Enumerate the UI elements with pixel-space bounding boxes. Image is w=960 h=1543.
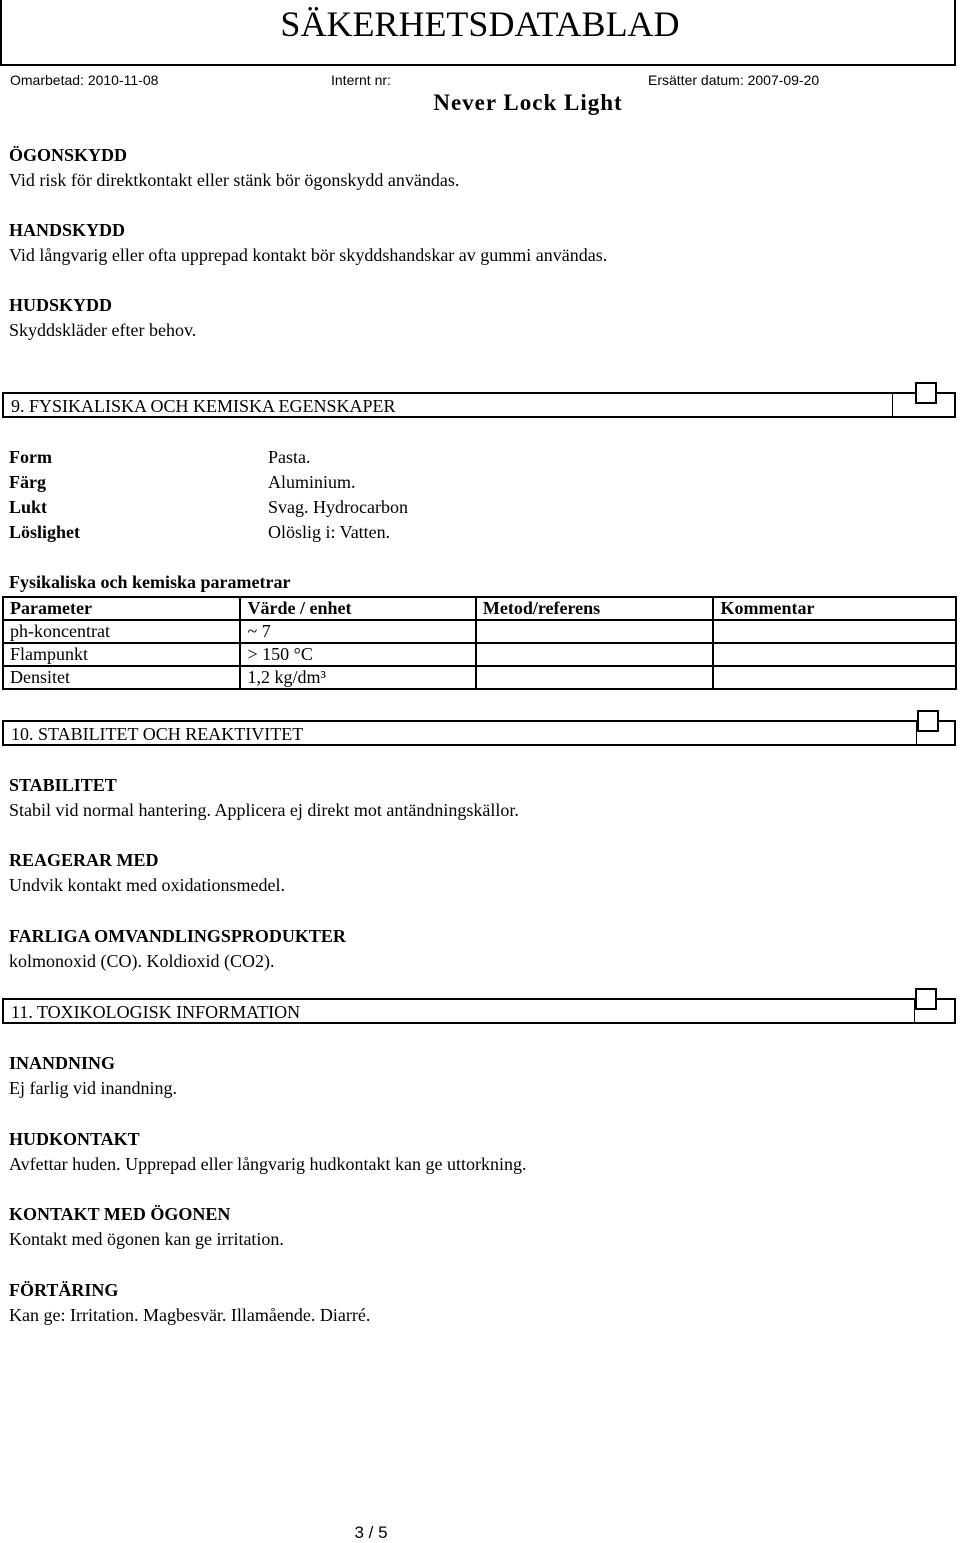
section-10-checkbox-cell [916,722,955,744]
inhalation-text: Ej farlig vid inandning. [9,1078,177,1098]
table-header-cell: Parameter [3,597,240,620]
eye-contact-heading: KONTAKT MED ÖGONEN [9,1204,231,1224]
checkbox-icon [917,710,939,732]
eye-protection-text: Vid risk för direktkontakt eller stänk bör ögonskydd användas. [9,170,460,190]
reacts-with-heading: REAGERAR MED [9,850,159,870]
skin-contact-text: Avfettar huden. Upprepad eller långvarig hudkontakt kan ge uttorkning. [9,1154,527,1174]
hand-protection-heading: HANDSKYDD [9,220,126,240]
inhalation-heading: INANDNING [9,1053,116,1073]
parameters-table [2,596,957,690]
ingestion-heading: FÖRTÄRING [9,1280,119,1300]
eye-protection-heading: ÖGONSKYDD [9,145,128,165]
section-9-header [2,392,956,418]
table-cell [713,620,956,643]
skin-protection-heading: HUDSKYDD [9,295,113,315]
section-11-title: 11. TOXIKOLOGISK INFORMATION [11,1002,301,1022]
table-cell [476,643,714,666]
revised-date: Omarbetad: 2010-11-08 [10,72,159,88]
checkbox-icon [915,988,937,1010]
table-row [3,666,956,689]
section-9-title: 9. FYSIKALISKA OCH KEMISKA EGENSKAPER [11,396,396,416]
prop-label-form: Form [9,447,52,467]
table-cell: 1,2 kg/dm³ [240,666,475,689]
prop-label-solubility: Löslighet [9,522,81,542]
reacts-with-text: Undvik kontakt med oxidationsmedel. [9,875,285,895]
ingestion-text: Kan ge: Irritation. Magbesvär. Illamående. Diarré. [9,1305,371,1325]
page-number: 3 / 5 [354,1523,388,1542]
internal-number: Internt nr: [331,72,391,88]
table-cell: Densitet [3,666,240,689]
prop-label-color: Färg [9,472,46,492]
section-11-header [2,998,956,1024]
table-cell: ~ 7 [240,620,475,643]
prop-label-odor: Lukt [9,497,48,517]
eye-contact-text: Kontakt med ögonen kan ge irritation. [9,1229,284,1249]
document-title: SÄKERHETSDATABLAD [280,4,680,44]
table-header-cell: Värde / enhet [240,597,475,620]
table-row [3,620,956,643]
skin-protection-text: Skyddskläder efter behov. [9,320,197,340]
section-10-title: 10. STABILITET OCH REAKTIVITET [11,724,304,744]
replaces-date: Ersätter datum: 2007-09-20 [648,72,820,88]
section-10-header [2,720,956,746]
hazardous-products-text: kolmonoxid (CO). Koldioxid (CO2). [9,951,275,971]
prop-value-color: Aluminium. [268,472,356,492]
table-header-cell: Metod/referens [476,597,714,620]
section-9-checkbox-cell [892,394,955,416]
hand-protection-text: Vid långvarig eller ofta upprepad kontakt bör skyddshandskar av gummi användas. [9,245,608,265]
table-cell: Flampunkt [3,643,240,666]
stability-heading: STABILITET [9,775,117,795]
table-cell [713,666,956,689]
product-name: Never Lock Light [433,90,623,115]
table-cell: > 150 °C [240,643,475,666]
table-cell [476,620,714,643]
section-11-checkbox-cell [914,1000,955,1022]
checkbox-icon [915,382,937,404]
prop-value-odor: Svag. Hydrocarbon [268,497,408,517]
stability-text: Stabil vid normal hantering. Applicera ej direkt mot antändningskällor. [9,800,519,820]
table-header-cell: Kommentar [713,597,956,620]
table-row [3,643,956,666]
prop-value-form: Pasta. [268,447,311,467]
skin-contact-heading: HUDKONTAKT [9,1129,140,1149]
prop-value-solubility: Olöslig i: Vatten. [268,522,391,542]
table-cell: ph-koncentrat [3,620,240,643]
table-cell [713,643,956,666]
hazardous-products-heading: FARLIGA OMVANDLINGSPRODUKTER [9,926,346,946]
table-header-row [3,597,956,620]
parameters-title: Fysikaliska och kemiska parametrar [9,572,291,592]
table-cell [476,666,714,689]
